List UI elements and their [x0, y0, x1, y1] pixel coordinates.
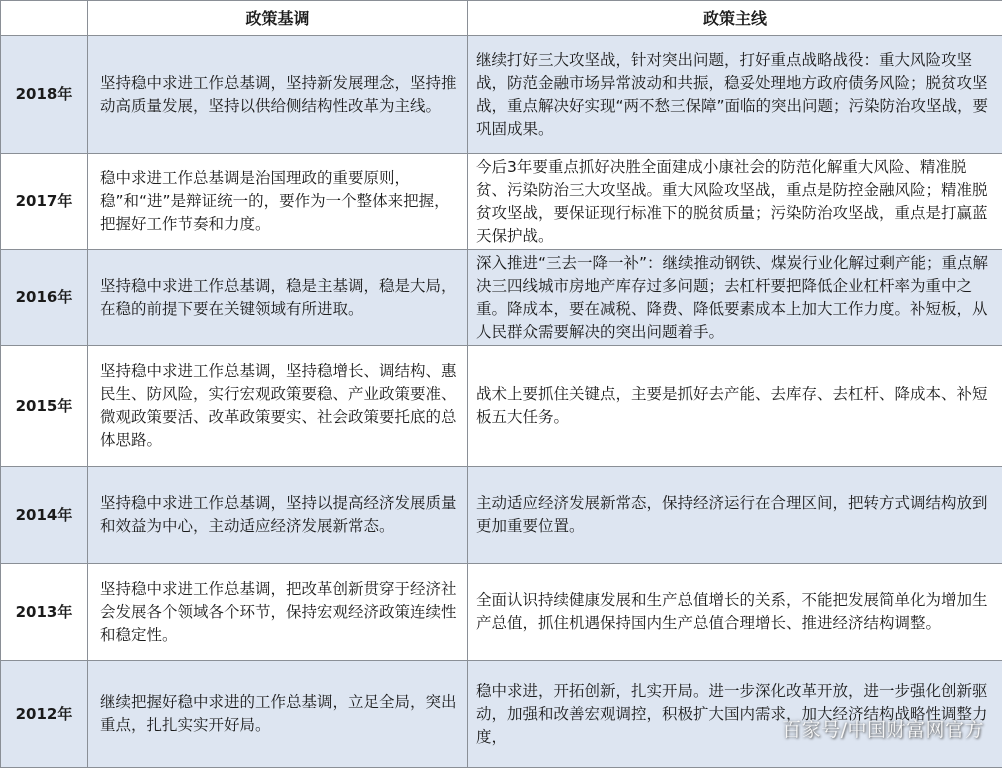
year-cell: 2012年: [1, 661, 88, 768]
year-cell: 2016年: [1, 250, 88, 346]
table-row: [1, 250, 1002, 346]
year-cell: 2017年: [1, 154, 88, 250]
policy-mainline-cell: 今后3年要重点抓好决胜全面建成小康社会的防范化解重大风险、精准脱贫、污染防治三大攻坚战。重大风险攻坚战，重点是防控金融风险；精准脱贫攻坚战，要保证现行标准下的脱贫质量；污染防治攻坚战，重点是打赢蓝天保护战。: [468, 154, 1002, 250]
policy-mainline-cell: 全面认识持续健康发展和生产总值增长的关系，不能把发展简单化为增加生产总值，抓住机遇保持国内生产总值合理增长、推进经济结构调整。: [468, 564, 1002, 661]
policy-tone-cell: 坚持稳中求进工作总基调，把改革创新贯穿于经济社会发展各个领域各个环节，保持宏观经济政策连续性和稳定性。: [88, 564, 468, 661]
year-cell: 2013年: [1, 564, 88, 661]
source-watermark: 百家号/中国财富网官方: [782, 715, 984, 742]
policy-mainline-cell: 继续打好三大攻坚战，针对突出问题，打好重点战略战役：重大风险攻坚战，防范金融市场异常波动和共振，稳妥处理地方政府债务风险；脱贫攻坚战，重点解决好实现“两不愁三保障”面临的突出问题；污染防治攻坚战，要巩固成果。: [468, 36, 1002, 154]
policy-mainline-cell: 稳中求进，开拓创新，扎实开局。进一步深化改革开放，进一步强化创新驱动，加强和改善宏观调控，积极扩大国内需求，加大经济结构战略性调整力度，: [468, 661, 1002, 768]
policy-tone-cell: 坚持稳中求进工作总基调，稳是主基调，稳是大局，在稳的前提下要在关键领域有所进取。: [88, 250, 468, 346]
header-year: [1, 1, 88, 36]
policy-mainline-cell: 主动适应经济发展新常态，保持经济运行在合理区间，把转方式调结构放到更加重要位置。: [468, 467, 1002, 564]
year-cell: 2015年: [1, 346, 88, 467]
table-row: [1, 467, 1002, 564]
table-row: [1, 154, 1002, 250]
header-policy-mainline: 政策主线: [468, 1, 1002, 36]
policy-tone-cell: 坚持稳中求进工作总基调，坚持新发展理念，坚持推动高质量发展，坚持以供给侧结构性改革为主线。: [88, 36, 468, 154]
table-row: [1, 564, 1002, 661]
header-policy-tone: 政策基调: [88, 1, 468, 36]
table-row: [1, 36, 1002, 154]
year-cell: 2014年: [1, 467, 88, 564]
policy-tone-cell: 继续把握好稳中求进的工作总基调，立足全局，突出重点，扎扎实实开好局。: [88, 661, 468, 768]
table-row: [1, 346, 1002, 467]
policy-mainline-cell: 深入推进“三去一降一补”：继续推动钢铁、煤炭行业化解过剩产能；重点解决三四线城市房地产库存过多问题；去杠杆要把降低企业杠杆率为重中之重。降成本，要在减税、降费、降低要素成本上加大工作力度。补短板，从人民群众需要解决的突出问题着手。: [468, 250, 1002, 346]
header-row: [1, 1, 1002, 36]
year-cell: 2018年: [1, 36, 88, 154]
table-row: [1, 661, 1002, 768]
policy-tone-cell: 坚持稳中求进工作总基调，坚持以提高经济发展质量和效益为中心，主动适应经济发展新常态。: [88, 467, 468, 564]
policy-tone-cell: 稳中求进工作总基调是治国理政的重要原则，稳”和“进”是辩证统一的，要作为一个整体来把握，把握好工作节奏和力度。: [88, 154, 468, 250]
policy-mainline-cell: 战术上要抓住关键点，主要是抓好去产能、去库存、去杠杆、降成本、补短板五大任务。: [468, 346, 1002, 467]
policy-tone-cell: 坚持稳中求进工作总基调，坚持稳增长、调结构、惠民生、防风险，实行宏观政策要稳、产业政策要准、微观政策要活、改革政策要实、社会政策要托底的总体思路。: [88, 346, 468, 467]
